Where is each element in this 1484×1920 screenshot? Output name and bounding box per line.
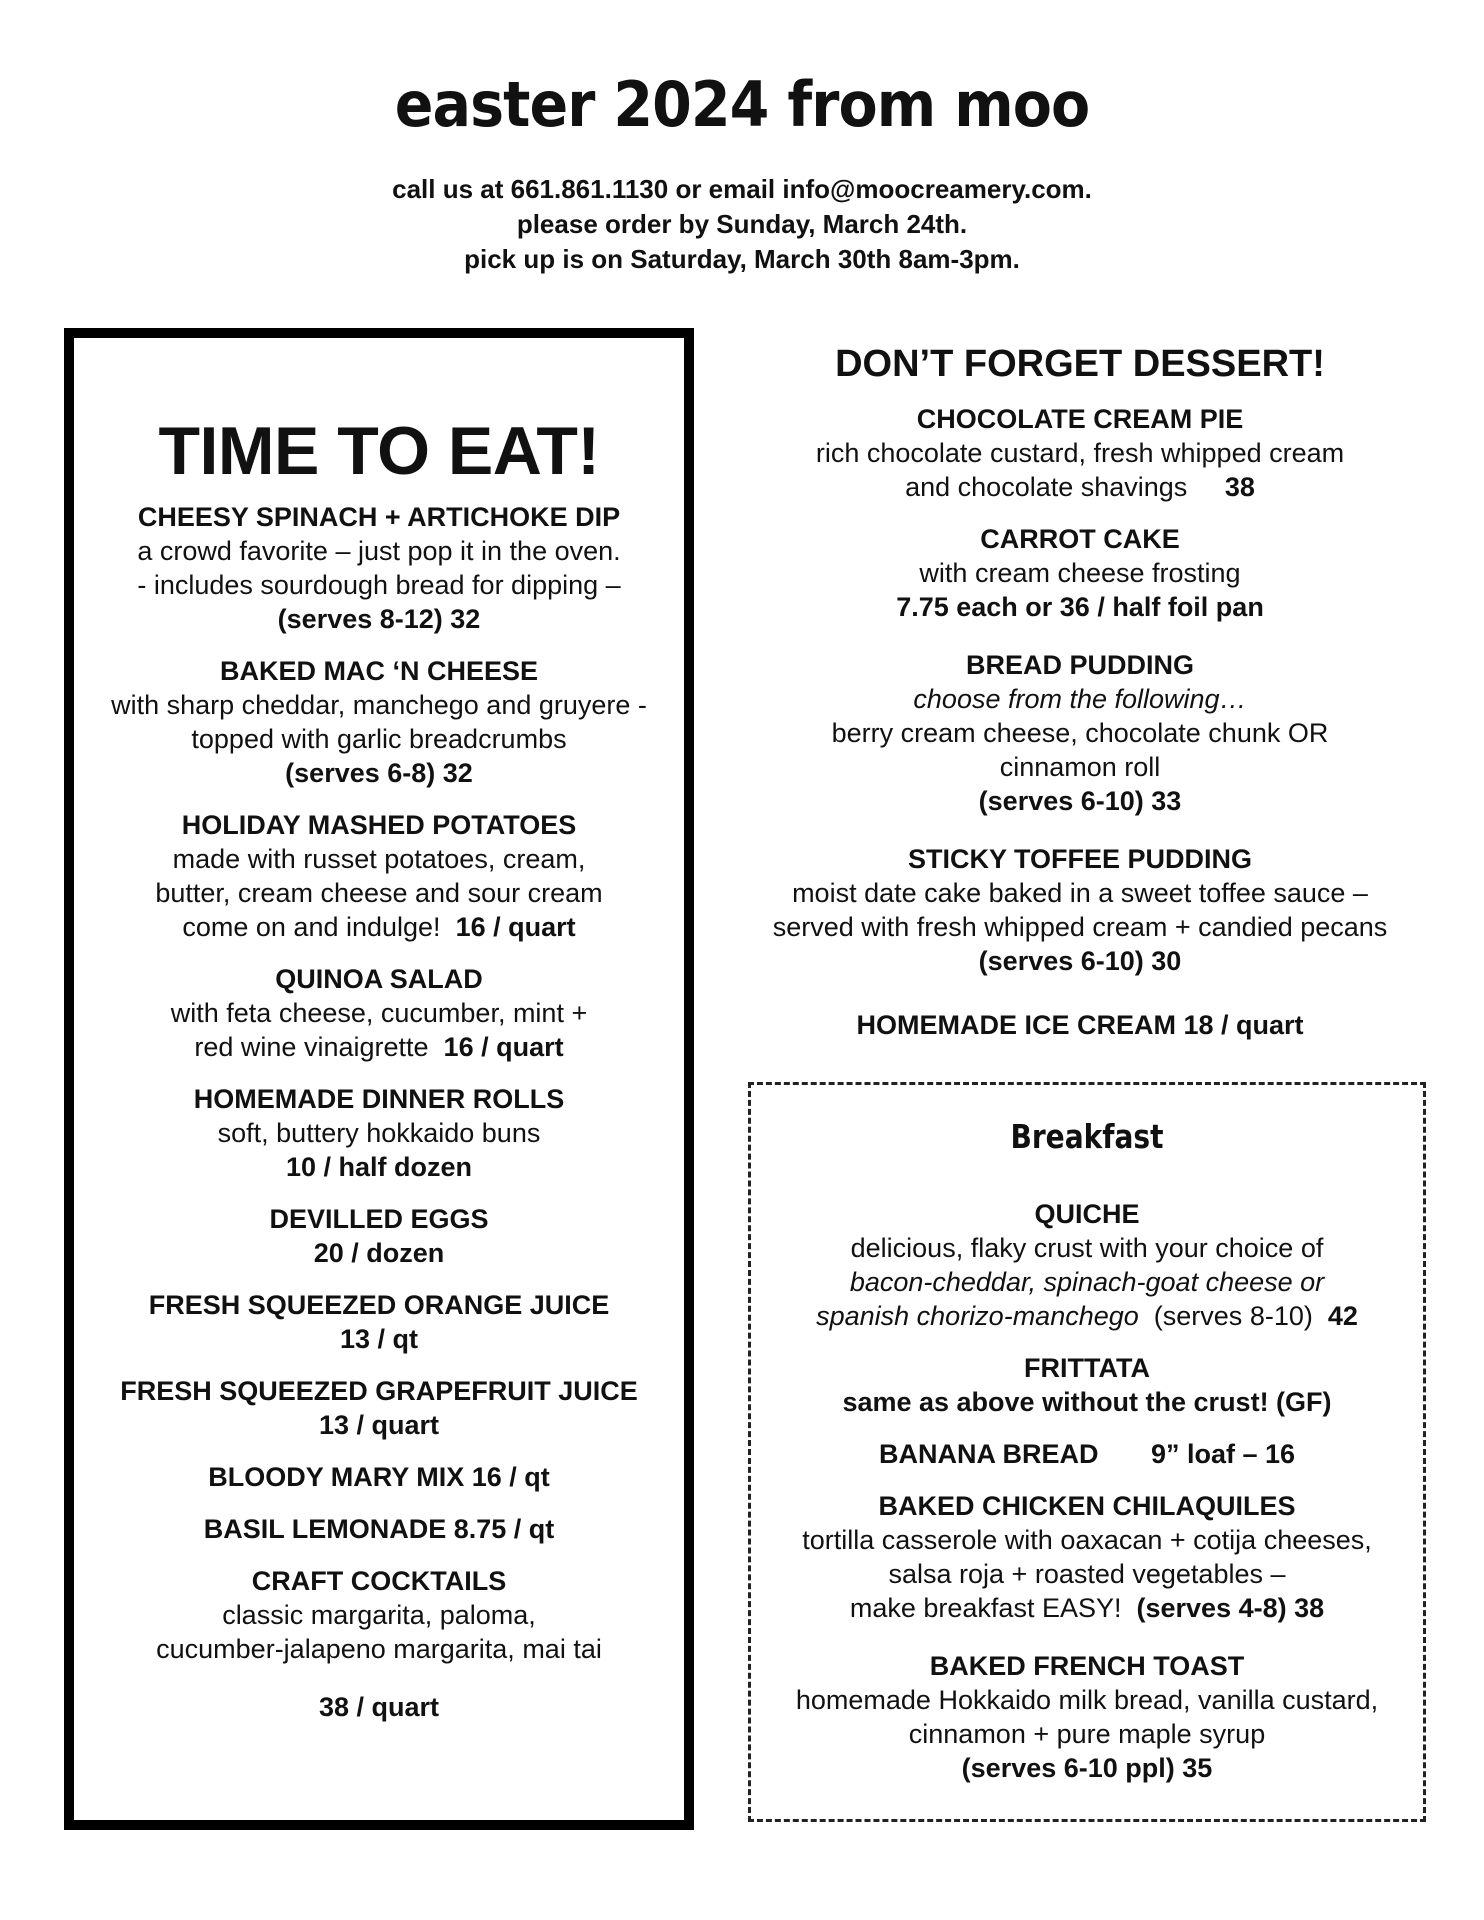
item-price: (serves 6-10) 33 bbox=[978, 786, 1182, 816]
item-name: CHOCOLATE CREAM PIE bbox=[916, 404, 1244, 434]
item-description: - includes sourdough bread for dipping – bbox=[137, 570, 621, 600]
item-description: with feta cheese, cucumber, mint + bbox=[170, 998, 588, 1028]
item-name: BANANA BREAD bbox=[878, 1439, 1099, 1469]
item-name: BAKED CHICKEN CHILAQUILES bbox=[878, 1491, 1296, 1521]
menu-item-eggs bbox=[74, 1202, 684, 1270]
item-price: (serves 8-12) 32 bbox=[277, 604, 481, 634]
savory-menu-box bbox=[64, 328, 694, 1830]
item-description: a crowd favorite – just pop it in the oven. bbox=[137, 536, 621, 566]
item-price: 16 / quart bbox=[443, 1032, 564, 1062]
breakfast-section-title: Breakfast bbox=[1010, 1117, 1164, 1156]
item-name: CRAFT COCKTAILS bbox=[251, 1566, 507, 1596]
savory-items bbox=[74, 500, 684, 1724]
item-description: same as above without the crust! (GF) bbox=[842, 1387, 1332, 1417]
menu-item-mac bbox=[74, 654, 684, 790]
item-name: STICKY TOFFEE PUDDING bbox=[907, 844, 1253, 874]
item-description-line bbox=[751, 1299, 1423, 1333]
item-name: QUINOA SALAD bbox=[275, 964, 483, 994]
menu-item-frittata bbox=[751, 1351, 1423, 1419]
item-price: (serves 6-8) 32 bbox=[285, 758, 473, 788]
dessert-section-title: DON’T FORGET DESSERT! bbox=[835, 343, 1325, 385]
item-price: 13 / quart bbox=[318, 1410, 440, 1440]
item-name: BAKED MAC ‘N CHEESE bbox=[219, 656, 539, 686]
item-description: classic margarita, paloma, bbox=[222, 1600, 536, 1630]
item-description: delicious, flaky crust with your choice of bbox=[850, 1233, 1324, 1263]
menu-item-dip bbox=[74, 500, 684, 636]
item-description: homemade Hokkaido milk bread, vanilla custard, bbox=[795, 1685, 1379, 1715]
item-name: BAKED FRENCH TOAST bbox=[929, 1651, 1245, 1681]
item-price: 7.75 each or 36 / half foil pan bbox=[896, 592, 1264, 622]
item-description: cinnamon + pure maple syrup bbox=[908, 1719, 1266, 1749]
item-name: DEVILLED EGGS bbox=[269, 1204, 489, 1234]
item-price: 20 / dozen bbox=[313, 1238, 445, 1268]
item-name: FRITTATA bbox=[1024, 1353, 1150, 1383]
item-description: with sharp cheddar, manchego and gruyere - bbox=[111, 690, 647, 720]
contact-line: call us at 661.861.1130 or email info@moocreamery.com. bbox=[392, 174, 1092, 204]
item-price: 16 / quart bbox=[455, 912, 576, 942]
item-description: come on and indulge! bbox=[182, 912, 441, 942]
item-description: butter, cream cheese and sour cream bbox=[155, 878, 603, 908]
item-serves: (serves 8-10) bbox=[1153, 1301, 1313, 1331]
item-price: 9” loaf – 16 bbox=[1150, 1439, 1296, 1469]
menu-item-carrot-cake bbox=[740, 522, 1420, 624]
item-price: (serves 4-8) 38 bbox=[1136, 1593, 1325, 1623]
menu-item-cocktails bbox=[74, 1564, 684, 1724]
menu-item-lemonade: BASIL LEMONADE 8.75 / qt bbox=[203, 1514, 555, 1544]
item-description: topped with garlic breadcrumbs bbox=[191, 724, 567, 754]
item-price: 42 bbox=[1327, 1301, 1358, 1331]
menu-item-toffee-pudding bbox=[740, 842, 1420, 978]
item-price: 13 / qt bbox=[339, 1324, 419, 1354]
item-price: (serves 6-10 ppl) 35 bbox=[961, 1753, 1213, 1783]
item-description: salsa roja + roasted vegetables – bbox=[888, 1559, 1286, 1589]
item-description: bacon-cheddar, spinach-goat cheese or bbox=[849, 1267, 1325, 1297]
dessert-section bbox=[740, 340, 1420, 1042]
menu-item-french-toast bbox=[751, 1649, 1423, 1785]
contact-info bbox=[0, 172, 1484, 277]
item-description: rich chocolate custard, fresh whipped cream bbox=[815, 438, 1345, 468]
item-price: 38 bbox=[1224, 472, 1255, 502]
item-name: BREAD PUDDING bbox=[965, 650, 1194, 680]
item-description: cucumber-jalapeno margarita, mai tai bbox=[156, 1634, 602, 1664]
item-description: with cream cheese frosting bbox=[919, 558, 1241, 588]
menu-item-bloody-mary: BLOODY MARY MIX 16 / qt bbox=[208, 1462, 550, 1492]
menu-item-quinoa bbox=[74, 962, 684, 1064]
item-description: red wine vinaigrette bbox=[194, 1032, 429, 1062]
menu-item-grapefruit-juice bbox=[74, 1374, 684, 1442]
menu-item-banana-bread bbox=[751, 1437, 1423, 1471]
item-price: (serves 6-10) 30 bbox=[978, 946, 1182, 976]
item-description: make breakfast EASY! bbox=[849, 1593, 1122, 1623]
item-name: CHEESY SPINACH + ARTICHOKE DIP bbox=[137, 502, 621, 532]
item-description: moist date cake baked in a sweet toffee sauce – bbox=[792, 878, 1368, 908]
item-description: cinnamon roll bbox=[999, 752, 1161, 782]
item-description: choose from the following… bbox=[913, 684, 1247, 714]
item-description-line bbox=[751, 1591, 1423, 1625]
menu-item-potatoes bbox=[74, 808, 684, 944]
item-description-line bbox=[74, 910, 684, 944]
item-description: spanish chorizo-manchego bbox=[816, 1301, 1139, 1331]
item-description-line bbox=[740, 470, 1420, 504]
menu-item-chilaquiles bbox=[751, 1489, 1423, 1625]
item-name: CARROT CAKE bbox=[980, 524, 1180, 554]
item-description: berry cream cheese, chocolate chunk OR bbox=[831, 718, 1329, 748]
item-name: HOLIDAY MASHED POTATOES bbox=[181, 810, 577, 840]
savory-section-title: TIME TO EAT! bbox=[158, 413, 600, 489]
breakfast-box bbox=[748, 1082, 1426, 1822]
item-name: FRESH SQUEEZED GRAPEFRUIT JUICE bbox=[120, 1376, 638, 1406]
item-name: QUICHE bbox=[1034, 1199, 1140, 1229]
page-title: easter 2024 from moo bbox=[394, 68, 1090, 141]
menu-item-rolls bbox=[74, 1082, 684, 1184]
item-description: tortilla casserole with oaxacan + cotija cheeses, bbox=[802, 1525, 1372, 1555]
item-price: 38 / quart bbox=[318, 1692, 440, 1722]
menu-item-chocolate-pie bbox=[740, 402, 1420, 504]
menu-item-ice-cream: HOMEMADE ICE CREAM 18 / quart bbox=[856, 1010, 1304, 1040]
item-description: made with russet potatoes, cream, bbox=[172, 844, 586, 874]
menu-item-bread-pudding bbox=[740, 648, 1420, 818]
menu-item-quiche bbox=[751, 1197, 1423, 1333]
item-description: served with fresh whipped cream + candied pecans bbox=[772, 912, 1388, 942]
order-deadline: please order by Sunday, March 24th. bbox=[516, 209, 968, 239]
item-description: and chocolate shavings bbox=[905, 472, 1188, 502]
item-name: HOMEMADE DINNER ROLLS bbox=[193, 1084, 565, 1114]
menu-item-orange-juice bbox=[74, 1288, 684, 1356]
item-name: FRESH SQUEEZED ORANGE JUICE bbox=[148, 1290, 610, 1320]
item-price: 10 / half dozen bbox=[285, 1152, 473, 1182]
item-description-line bbox=[74, 1030, 684, 1064]
breakfast-items bbox=[751, 1197, 1423, 1785]
item-description: soft, buttery hokkaido buns bbox=[217, 1118, 541, 1148]
pickup-info: pick up is on Saturday, March 30th 8am-3pm. bbox=[464, 244, 1020, 274]
